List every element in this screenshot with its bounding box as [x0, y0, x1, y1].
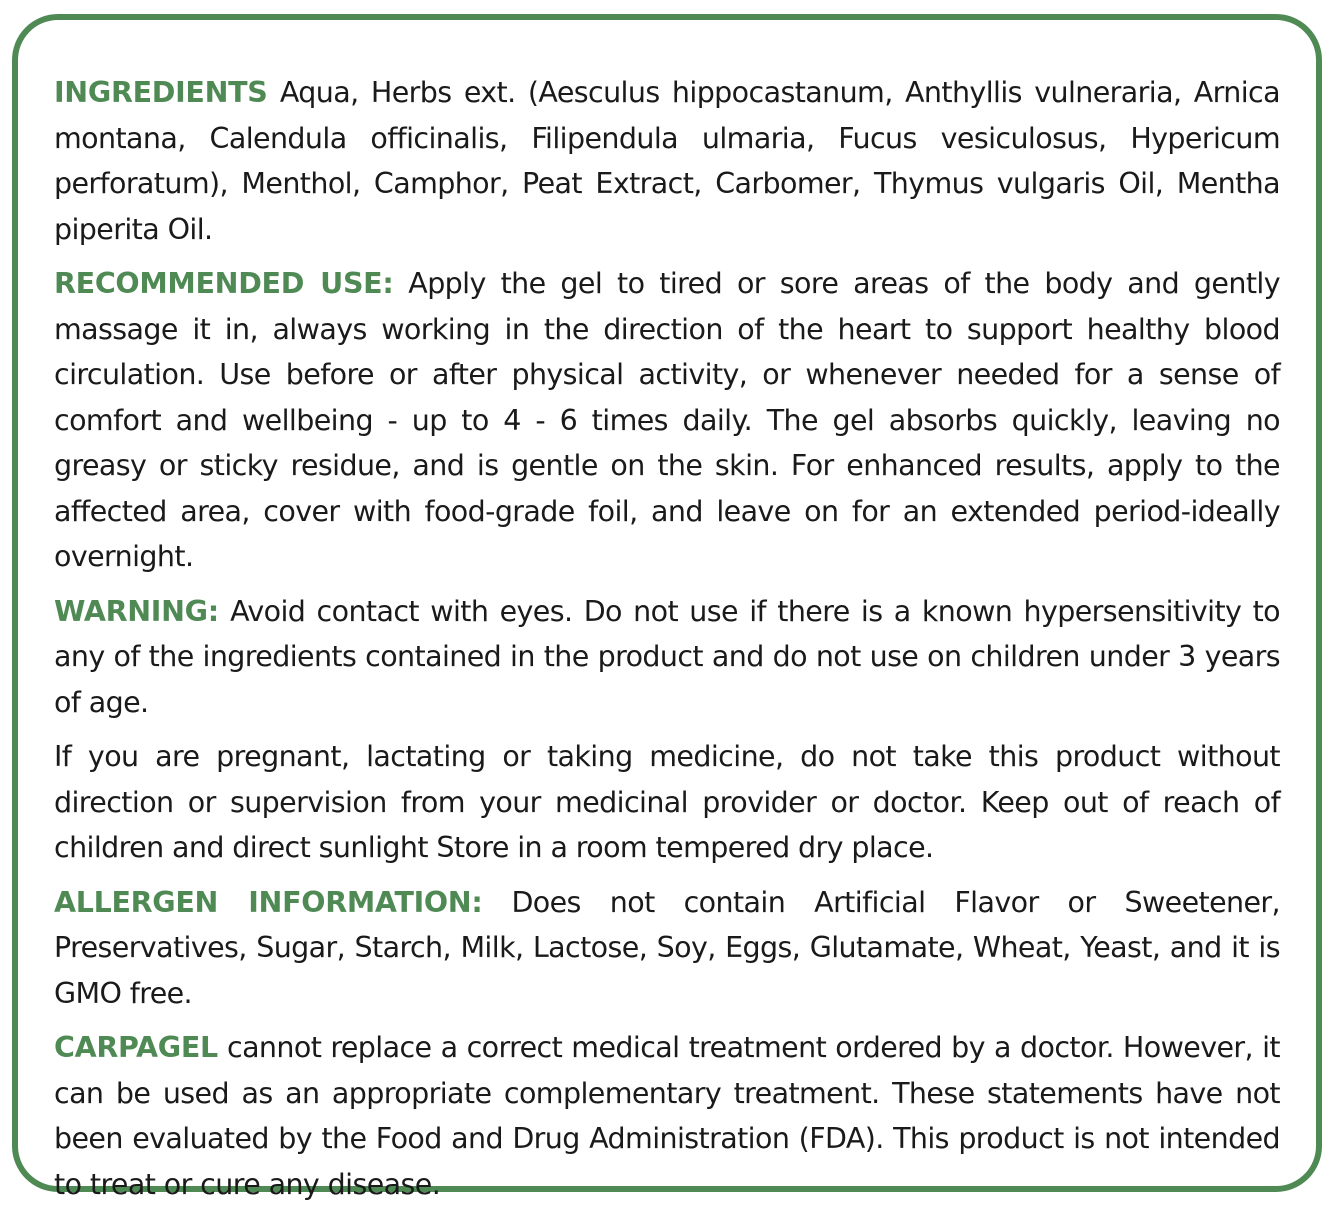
ingredients-text: Aqua, Herbs ext. (Aesculus hippocastanum, Anthyllis vulneraria, Arnica montana, Calendula officinalis, Filipendula ulmaria, Fucus vesiculosus, Hypericum perforatum), Menthol, Camphor, Peat Extract, Carbomer, Thymus vulgaris Oil, Mentha piperita Oil. — [54, 76, 1280, 246]
recommended-use-heading: RECOMMENDED USE: — [54, 267, 394, 300]
disclaimer-text: cannot replace a correct medical treatment ordered by a doctor. However, it can be used as an appropriate complementary treatment. These statements have not been evaluated by the Food and Drug Administration (FDA). This product is not intended to treat or cure any disease. — [54, 1031, 1280, 1201]
ingredients-section — [54, 70, 1280, 252]
allergen-information-text: Does not contain Artificial Flavor or Sweetener, Preservatives, Sugar, Starch, Milk, Lactose, Soy, Eggs, Glutamate, Wheat, Yeast, and it is GMO free. — [54, 885, 1280, 1010]
label-text-content — [54, 70, 1280, 1216]
allergen-information-section — [54, 880, 1280, 1017]
ingredients-heading: INGREDIENTS — [54, 76, 268, 109]
disclaimer-section — [54, 1025, 1280, 1207]
recommended-use-text: Apply the gel to tired or sore areas of the body and gently massage it in, always working in the direction of the heart to support healthy blood circulation. Use before or after physical activity, or whenever needed for a sense of comfort and wellbeing - up to 4 - 6 times daily. The gel absorbs quickly, leaving no greasy or sticky residue, and is gentle on the skin. For enhanced results, apply to the affected area, cover with food-grade foil, and leave on for an extended period-ideally overnight. — [54, 267, 1280, 573]
recommended-use-section — [54, 261, 1280, 580]
allergen-information-heading: ALLERGEN INFORMATION: — [54, 885, 483, 919]
pregnancy-notice-text: If you are pregnant, lactating or taking medicine, do not take this product without direction or supervision from your medicinal provider or doctor. Keep out of reach of children and direct sunlight Store in a room tempered dry place. — [54, 740, 1280, 864]
brand-name: CARPAGEL — [54, 1031, 218, 1064]
warning-heading: WARNING: — [54, 594, 219, 628]
warning-section — [54, 589, 1280, 726]
pregnancy-notice-section — [54, 734, 1280, 871]
warning-text: Avoid contact with eyes. Do not use if there is a known hypersensitivity to any of the ingredients contained in the product and do not use on children under 3 years of age. — [54, 594, 1281, 719]
